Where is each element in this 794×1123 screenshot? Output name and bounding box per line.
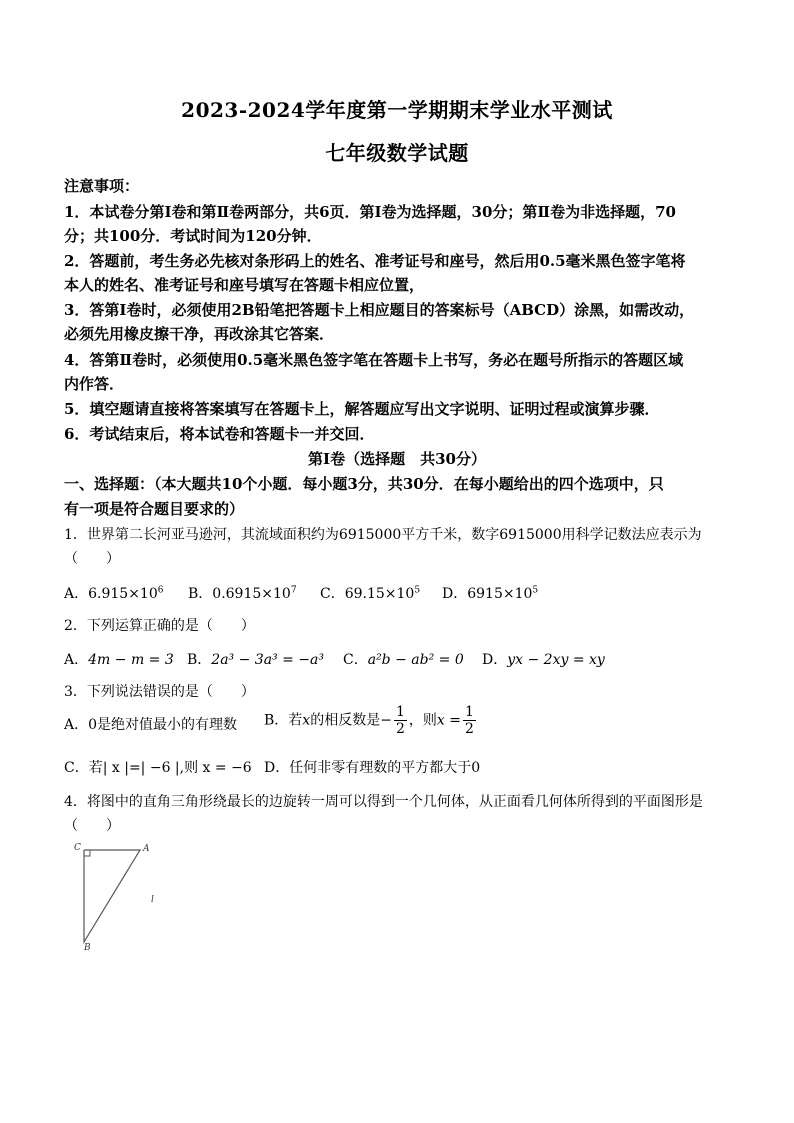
option-text: A．6.915×10 [64,586,158,602]
question-3-option-b[interactable] [264,704,478,737]
question-2-option-b[interactable] [187,649,324,669]
question-2-stem: 2．下列运算正确的是（ ） [64,618,255,634]
note-line: 内作答． [64,375,125,393]
fraction-denominator: 2 [395,721,405,737]
question-1-option-c[interactable] [320,583,420,603]
question-1-option-a[interactable] [64,583,163,603]
option-text: a²b − ab² = 0 [367,652,464,668]
option-text: D．6915×10 [442,586,533,602]
note-line: 分；共100分．考试时间为120分钟． [64,227,322,245]
option-text: ，则 [408,712,437,729]
option-label: C． [343,652,368,668]
question-2-option-d[interactable] [482,649,605,669]
section-title: 第Ⅰ卷（选择题 共30分） [308,450,486,468]
question-4-paren: （ ） [64,818,120,834]
note-line: 3．答第Ⅰ卷时，必须使用2B铅笔把答题卡上相应题目的答案标号（ABCD）涂黑，如需改动， [64,301,695,319]
side-label-l: l [151,895,154,905]
option-text: 4m − m = 3 [88,652,174,668]
note-line: 6．考试结束后，将本试卷和答题卡一并交回． [64,425,375,443]
question-1-option-d[interactable] [442,583,538,603]
question-3-option-a[interactable]: A．0是绝对值最小的有理数 [64,717,238,733]
notes-heading: 注意事项： [64,177,140,195]
option-exponent: 6 [157,585,164,596]
option-text: B．若 [264,712,303,729]
fraction [394,704,407,737]
note-line: 本人的姓名、准考证号和座号填写在答题卡相应位置， [64,276,425,294]
option-variable: x [302,712,311,729]
fraction-numerator: 1 [464,704,474,720]
option-text: B．0.6915×10 [188,586,291,602]
vertex-label-b: B [84,943,91,953]
question-2-option-a[interactable] [64,649,174,669]
vertex-label-c: C [74,843,81,853]
question-3-stem: 3．下列说法错误的是（ ） [64,684,255,700]
question-1-paren: （ ） [64,551,120,567]
right-angle-mark [84,850,90,856]
option-equation: x = [436,712,461,729]
note-line: 必须先用橡皮擦干净，再改涂其它答案． [64,325,335,343]
option-label: A． [64,652,89,668]
exam-subtitle: 七年级数学试题 [325,141,469,165]
vertex-label-a: A [143,844,150,854]
right-triangle-figure [70,838,170,953]
question-1-stem: 1．世界第二长河亚马逊河，其流域面积约为6915000平方千米，数字6915000用科学记数法应表示为 [64,527,702,543]
question-4-stem: 4．将图中的直角三角形绕最长的边旋转一周可以得到一个几何体，从正面看几何体所得到的平面图形是 [64,794,703,810]
option-exponent: 5 [532,585,539,596]
section-instruction: 有一项是符合题目要求的） [64,500,245,518]
section-instruction: 一、选择题：（本大题共10个小题．每小题3分，共30分．在每小题给出的四个选项中，只 [64,475,664,493]
question-1-option-b[interactable] [188,583,297,603]
note-line: 5．填空题请直接将答案填写在答题卡上，解答题应写出文字说明、证明过程或演算步骤． [64,400,660,418]
option-text: C．69.15×10 [320,586,415,602]
option-exponent: 7 [290,585,297,596]
note-line: 1．本试卷分第Ⅰ卷和第Ⅱ卷两部分，共6页．第Ⅰ卷为选择题，30分；第Ⅱ卷为非选择题，70 [64,203,676,221]
note-line: 4．答第Ⅱ卷时，必须使用0.5毫米黑色签字笔在答题卡上书写，务必在题号所指示的答题区域 [64,351,684,369]
option-text: 2a³ − 3a³ = −a³ [211,652,324,668]
triangle-outline [84,850,140,942]
question-3-option-c[interactable]: C．若| x |=| −6 |,则 x = −6 [64,760,252,776]
note-line: 2．答题前，考生务必先核对条形码上的姓名、准考证号和座号，然后用0.5毫米黑色签字笔将 [64,252,686,270]
question-2-option-c[interactable] [343,649,464,669]
option-exponent: 5 [414,585,421,596]
question-3-option-d[interactable]: D．任何非零有理数的平方都大于0 [264,760,481,776]
fraction-numerator: 1 [395,704,405,720]
option-label: D． [482,652,508,668]
fraction-denominator: 2 [464,721,474,737]
exam-title: 2023-2024学年度第一学期期末学业水平测试 [181,98,613,122]
option-text: yx − 2xy = xy [507,652,605,668]
fraction [463,704,476,737]
option-label: B． [187,652,212,668]
option-text: 的相反数是− [310,712,392,729]
